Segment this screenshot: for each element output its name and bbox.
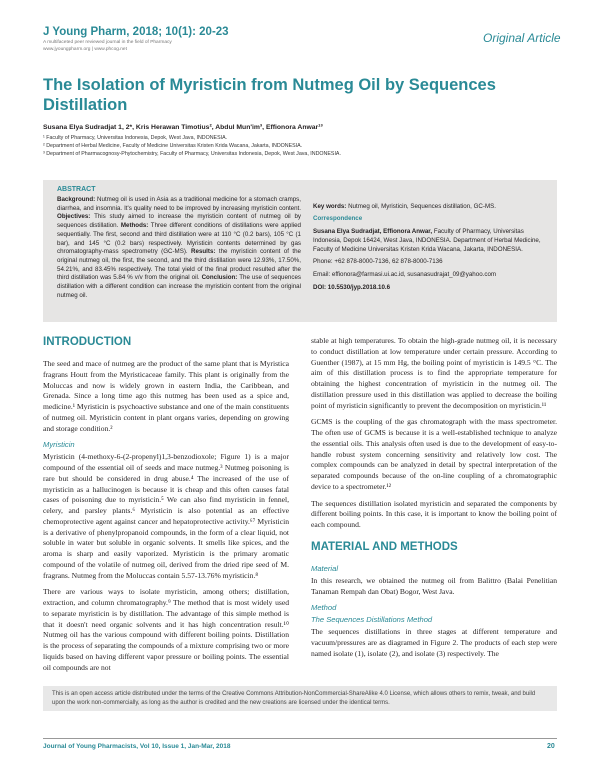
intro-paragraph-6: The sequences distillation isolated myristicin and separated the components by different boiling points. In this case, it is important to know the boiling point of each compound.: [311, 498, 557, 529]
article-title: The Isolation of Myristicin from Nutmeg Oil by Sequences Distillation: [43, 76, 496, 114]
abstract-text: [57, 196, 301, 300]
journal-tagline: A multifaceted peer reviewed journal in the field of Pharmacy: [43, 40, 172, 45]
author-list: Susana Elya Sudradjat 1, 2*, Kris Herawan Timotius², Abdul Mun'im³, Effionora Anwar¹³: [43, 124, 323, 131]
material-subheading: Material: [311, 563, 339, 573]
journal-websites[interactable]: www.jyoungpharm.org | www.phcog.net: [43, 47, 127, 52]
material-paragraph: In this research, we obtained the nutmeg oil from Balittro (Balai Penelitian Tanaman Rempah dan Obat) Bogor, West Java.: [311, 575, 557, 596]
method-subheading: Method: [311, 603, 337, 613]
keywords-label: Key words:: [313, 202, 347, 210]
affiliation-1: ¹ Faculty of Pharmacy, Universitas Indonesia, Depok, West Java, INDONESIA.: [43, 135, 228, 141]
methods-heading: MATERIAL AND METHODS: [311, 540, 458, 553]
correspondence-phone: Phone: +62 878-8000-7136, 62 878-8000-7136: [313, 258, 443, 266]
results-label: Results:: [191, 248, 216, 256]
objectives-label: Objectives:: [57, 213, 91, 221]
objectives-text: This study aimed to increase the myristicin content of nutmeg oil by sequences distillation.: [57, 213, 301, 230]
background-label: Background:: [57, 196, 96, 203]
doi[interactable]: DOI: 10.5530/jyp.2018.10.6: [313, 283, 391, 291]
keywords-text: Nutmeg oil, Myristicin, Sequences distillation, GC-MS.: [348, 202, 496, 210]
sequences-paragraph: The sequences distillations in three stages at different temperature and vacuum/pressures are as diagramed in Figure 2. The products of each step were named isolate (1), isolate (2), and isolate (3) respectively. The: [311, 627, 557, 658]
journal-citation: J Young Pharm, 2018; 10(1): 20-23: [43, 26, 229, 38]
abstract-side: [313, 190, 551, 296]
intro-paragraph-4: stable at high temperatures. To obtain the high-grade nutmeg oil, it is necessary to conduct distillation at low temperature under certain pressure. According to Guenther (1987), at 15 mm Hg, the boiling point of myristicin is 149.5 °C. The aim of this distillation process is to find the appropriate temperature for obtaining the highest concentration of myristicin in the nutmeg oil. The distillation pressure used in this distillation was applied to decrease the boiling point of myristicin significantly to prevent the decomposition on myristicin.¹¹: [311, 336, 557, 410]
page-number: 20: [547, 743, 555, 750]
methods-text: Three different conditions of distillations were applied sequentially. The first, second and third distillation were at 110 °C (0.2 bars), 105 °C (1 bar), and 145 °C (0.2 bars) respectively. Myristicin contents determined by gas chromatography-mass spectrometry (GC-MS).: [57, 222, 301, 256]
correspondence-name: Susana Elya Sudradjat, Effionora Anwar,: [313, 228, 433, 236]
methods-label: Methods:: [120, 222, 149, 230]
myristicin-subheading: Myristicin: [43, 440, 75, 450]
footer-citation: Journal of Young Pharmacists, Vol 10, Issue 1, Jan-Mar, 2018: [43, 743, 231, 750]
body-column-right: [311, 336, 557, 666]
correspondence-heading: Correspondence: [313, 215, 363, 223]
footer-divider: [43, 738, 557, 739]
body-column-left: [43, 336, 289, 679]
intro-paragraph-2: Myristicin (4-methoxy-6-(2-propenyl)1,3-benzodioxole; Figure 1) is a major compound of the essential oil of seeds and mace nutmeg.³ Nutmeg poisoning is rare but should be considered in drug abuse.⁴ The increased of the use of myristicin as a hallucinogen is because it is cheap and this often causes fatal cases of poisoning due to myristicin.⁵ We can also find myristicin in fennel, celery, and parsley plants.⁶ Myristicin is also potential as an effective chemoprotective agent against cancer and hepatoprotective activity.⁶⁷ Myristicin is a derivative of phenylpropanoid compounds, in the form of a clear liquid, not soluble in water but soluble in organic solvents. It smells like spices, and the aroma is sharp and easily vaporized. Myristicin is the primary aromatic compound of the volatile of nutmeg oil, derived from the dried ripe seed of M. fragrans. Nutmeg from the Moluccas contain 5.57-13.76% myristicin.⁸: [43, 452, 289, 580]
conclusion-text: The use of sequences distillation with a different condition can increase the myristicin content from the original nutmeg oil.: [57, 274, 302, 299]
license-text: This is an open access article distributed under the terms of the Creative Commons Attribution-NonCommercial-ShareAlike 4.0 License, which allows others to remix, tweak, and build upon the work non-commercially, as long as the author is credited and the new creations are licensed under the identical terms.: [52, 691, 536, 706]
intro-paragraph-5: GCMS is the coupling of the gas chromatograph with the mass spectrometer. The often use of GCMS is because it is a well-established technique to analyze the essential oils. This analysis often used is due to the development of easy-to-handle robust system concerning sensitivity and relatively low cost. The complex compounds can be analyzed in detail by spectral interpretation of the separated compounds because of the on-line coupling of a chromatographic device to a spectrometer.¹²: [311, 417, 557, 491]
sequences-subheading: The Sequences Distillations Method: [311, 615, 433, 625]
correspondence-address: Faculty of Pharmacy, Universitas Indonesia, Depok 16424, West Java, INDONESIA. Department of Herbal Medicine, Faculty of Medicine Universitas Kristen Krida Wacana, Jakarta, INDONESIA.: [313, 228, 541, 253]
affiliation-3: ³ Department of Pharmacognosy-Phytochemistry, Faculty of Pharmacy, Universitas Indonesia, Depok, West Java, INDONESIA.: [43, 151, 341, 157]
abstract-heading: ABSTRACT: [57, 186, 96, 193]
background-text: Nutmeg oil is used in Asia as a traditional medicine for a stomach cramps, diarrhea, and insomnia. It's quality need to be improved by increasing myristicin content.: [57, 196, 301, 212]
conclusion-label: Conclusion:: [201, 274, 238, 282]
affiliation-2: ² Department of Herbal Medicine, Faculty of Medicine Universitas Kristen Krida Wacana, Jakarta, INDONESIA.: [43, 143, 303, 149]
introduction-heading: INTRODUCTION: [43, 336, 132, 348]
correspondence-email[interactable]: Email: effionora@farmasi.ui.ac.id, susanasudrajat_09@yahoo.com: [313, 270, 497, 278]
intro-paragraph-3: There are various ways to isolate myristicin, among others; distillation, extraction, and column chromatography.⁹ The method that is most widely used to separate myristicin is by distillation. The advantage of this simple method is that it doesn't need organic solvents and it has high concentration result.¹⁰ Nutmeg oil has the various compound with different boiling points. Distillation is the process of separating the compounds of a mixture comprising two or more liquids based on having different vapor pressure or boiling points. The essential oil compounds are not: [43, 587, 289, 672]
results-text: the myristicin content of the original nutmeg oil, the first, the second, and the third distillation were 12.93%, 17.50%, 54.21%, and 83.45% respectively. The total yield of the final product resulted after the third distillation was 5.84 % v/v from the original oil.: [57, 248, 301, 282]
intro-paragraph-1: The seed and mace of nutmeg are the product of the same plant that is Myristica fragrans Houtt from the Myristicaceae family. This plant is originally from the Moluccas and now is widely grown in eastern India, the Caribbean, and Grenada. Since a long time ago this nutmeg has been used as a spice and, medicine.¹ Myristicin is psychoactive substance and one of the main constituents of nutmeg oil. Myristicin content in plant organs varies, depending on growing and storage condition.²: [43, 359, 289, 433]
article-type: Original Article: [483, 31, 561, 45]
